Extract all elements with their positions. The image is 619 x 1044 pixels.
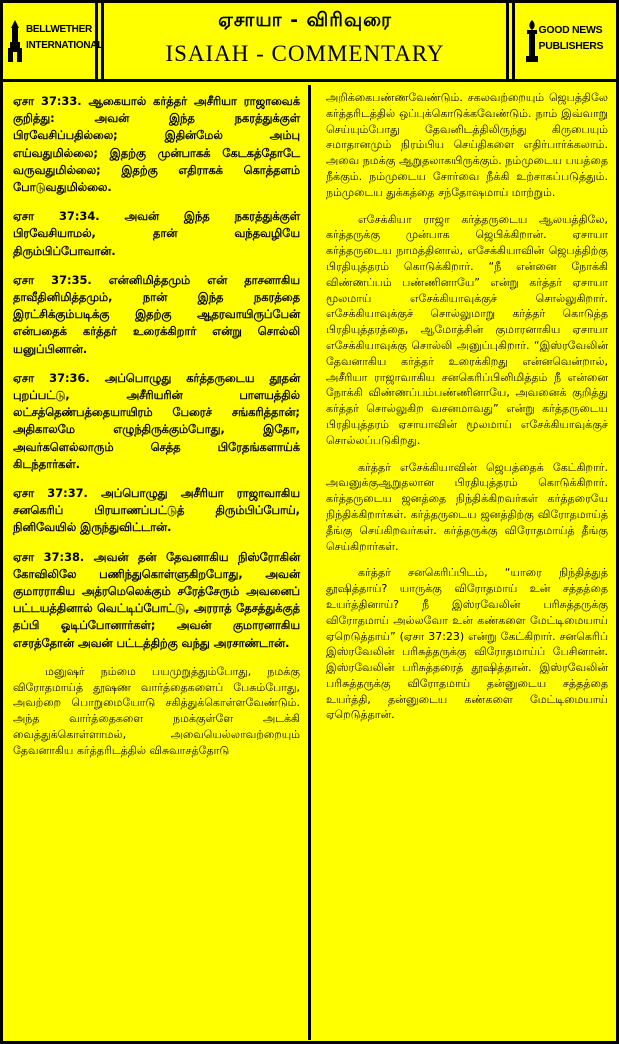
- commentary-paragraph: அறிக்கைபண்ணவேண்டும். சகலவற்றையும் ஜெபத்திலே கர்த்தரிடத்தில் ஒப்புக்கொடுக்கவேண்டும். நாம் இவ்வாறு செய்யும்போது தேவனிடத்திலிருந்து கிருபையும் சமாதானமும் நிரம்பிய செய்திகளை எதிர்பார்க்கலாம். அவை நமக்கு ஆறுதலாகயிருக்கும். நம்முடைய பயத்தை நீக்கும். நம்முடைய சோர்வை நீக்கி உற்சாகப்படுத்தும். நம்முடைய துக்கத்தை சந்தோஷமாய் மாற்றும்.: [326, 91, 608, 199]
- good-news-logo: [512, 3, 616, 79]
- verse: ஏசா 37:38. அவன் தன் தேவனாகிய நிஸ்ரோகின் கோவிலிலே பணிந்துகொள்ளுகிறபோது, அவன் குமாரராகிய அத்ரமெலெக்கும் சரேத்சேரும் அவனைப் பட்டயத்தினால் வெட்டிப்போட்டு, அரராத் தேசத்துக்குத் தப்பி ஓடிப்போனார்கள்; அவன் குமாரனாகிய எசரத்தோன் அவன் பட்டத்திற்கு வந்து அரசாண்டான்.: [13, 549, 300, 650]
- logo-line: INTERNATIONAL: [26, 40, 104, 51]
- verse: ஏசா 37:35. என்னிமித்தமும் என் தாசனாகிய தாவீதினிமித்தமும், நான் இந்த நகரத்தை இரட்சிக்கும்படிக்கு இதற்கு ஆதரவாயிருப்பேன் என்பதைக் கர்த்தர் உரைக்கிறார் என்று சொல்லி யனுப்பினான்.: [13, 272, 300, 356]
- logo-line: GOOD NEWS: [538, 24, 603, 36]
- commentary-paragraph: எசேக்கியா ராஜா கர்த்தருடைய ஆலயத்திலே, கர்த்தருக்கு முன்பாக ஜெபிக்கிறான். ஏசாயா கர்த்தருடைய நாமத்தினால், எசேக்கியாவின் ஜெபத்திற்கு பிரதியுத்தரம் கொடுக்கிறார். “நீ என்னை நோக்கி விண்ணப்பம் பண்ணினாயே” என்று கர்த்தர் ஏசாயா மூலமாய் எசேக்கியாவுக்குச் சொல்லுகிறார். எசேக்கியாவுக்குச் சொல்லுமாறு கர்த்தர் கொடுத்த பிரதியுத்தரத்தை, ஆமோத்சின் குமாரனாகிய ஏசாயா எசேக்கியாவுக்கு சொல்லி அனுப்புகிறார். “இஸ்ரவேலின் தேவனாகிய கர்த்தர் உரைக்கிறது என்னவென்றால், அசீரியா ராஜாவாகிய சனகெரிப்பினிமித்தம் நீ என்னை நோக்கி விண்ணப்பம்பண்ணினாயே, அவனைக் குறித்து கர்த்தர் சொல்லுகிற வசனமாவது” என்று கர்த்தருடைய பிரதியுத்தரம் ஏசாயாவின் மூலமாய் எசேக்கியாவுக்குச் சொல்லப்படுகிறது.: [326, 212, 608, 447]
- bell-tower-icon: [6, 18, 26, 64]
- right-column: [314, 85, 616, 1040]
- verse: ஏசா 37:33. ஆகையால் கர்த்தர் அசீரியா ராஜாவைக் குறித்து: அவன் இந்த நகரத்துக்குள் பிரவேசிப்பதில்லை; இதின்மேல் அம்பு எய்வதுமில்லை; இதற்கு முன்பாகக் கேடகத்தோடே வருவதுமில்லை; இதற்கு எதிராகக் கொத்தளம் போடுவதுமில்லை.: [13, 94, 300, 195]
- verse: ஏசா 37:34. அவன் இந்த நகரத்துக்குள் பிரவேசியாமல், தான் வந்தவழியே திரும்பிப்போவான்.: [13, 209, 300, 258]
- left-column: [3, 85, 311, 1040]
- logo-line: PUBLISHERS: [538, 40, 604, 52]
- title-block: [101, 3, 509, 79]
- header: [3, 3, 616, 82]
- page-title-english: ISAIAH - COMMENTARY: [165, 41, 445, 66]
- good-news-logo-text: [539, 22, 604, 54]
- commentary-paragraph: கர்த்தர் எசேக்கியாவின் ஜெபத்தைக் கேட்கிறார். அவனுக்குஆறுதலான பிரதியுத்தரம் கொடுக்கிறார். கர்த்தருடைய ஜனத்தை நிந்திக்கிறவர்கள் கர்த்தரையே நிந்திக்கிறார்கள். கர்த்தருடைய ஜனத்திற்கு விரோதமாய்த் தீங்கு செய்கிறவர்கள். கர்த்தருக்கு விரோதமாய்த் தீங்கு செய்கிறார்கள்.: [326, 460, 608, 553]
- bellwether-logo: [3, 3, 104, 79]
- verse: ஏசா 37:36. அப்பொழுது கர்த்தருடைய தூதன் புறப்பட்டு, அசீரியரின் பாளயத்தில் லட்சத்தெண்பத்தையாயிரம் பேரைச் சங்கரித்தான்; அதிகாலமே எழுந்திருக்கும்போது, இதோ, அவர்களெல்லாரும் செத்த பிரேதங்களாய்க் கிடந்தார்கள்.: [13, 370, 300, 471]
- verse: ஏசா 37:37. அப்பொழுது அசீரியா ராஜாவாகிய சனகெரிப் பிரயாணப்பட்டுத் திரும்பிப்போய், நினிவேயில் இருந்துவிட்டான்.: [13, 486, 300, 535]
- page-title-tamil: ஏசாயா - விரிவுரை: [218, 9, 392, 31]
- bellwether-logo-text: [26, 22, 103, 54]
- logo-line: BELLWETHER: [26, 24, 92, 35]
- commentary-paragraph: மனுஷர் நம்மை பயமுறுத்தும்போது, நமக்கு விரோதமாய்த் தூஷண வார்த்தைகளைப் பேசும்போது, அவற்றை பொறுமையோடு சகித்துக்கொள்ளவேண்டும். அந்த வார்த்தைகளை நமக்குள்ளே அடக்கி வைத்துக்கொள்ளாமல், அவையெல்லாவற்றையும் தேவனாகிய கர்த்தரிடத்தில் விசுவாசத்தோடு: [13, 664, 300, 757]
- commentary-paragraph: கர்த்தர் சனகெரிப்பிடம், “யாரை நிந்தித்துத் தூஷித்தாய்? யாருக்கு விரோதமாய் உன் சத்தத்தை உயர்த்தினாய்? நீ இஸ்ரவேலின் பரிசுத்தருக்கு விரோதமாய் அல்லவோ உன் கண்களை மேட்டிமையாய் ஏறெடுத்தாய்” (ஏசா 37:23) என்று கேட்கிறார். சனகெரிப் இஸ்ரவேலின் பரிசுத்தருக்கு விரோதமாய்ப் பேசினான். இஸ்ரவேலின் பரிசுத்தரைத் தூஷித்தான். இஸ்ரவேலின் பரிசுத்தருக்கு விரோதமாய் தன்னுடைய சத்தத்தை உயர்த்தி, தன்னுடைய கண்களை மேட்டிமையாய் ஏறெடுத்தான்.: [326, 566, 608, 722]
